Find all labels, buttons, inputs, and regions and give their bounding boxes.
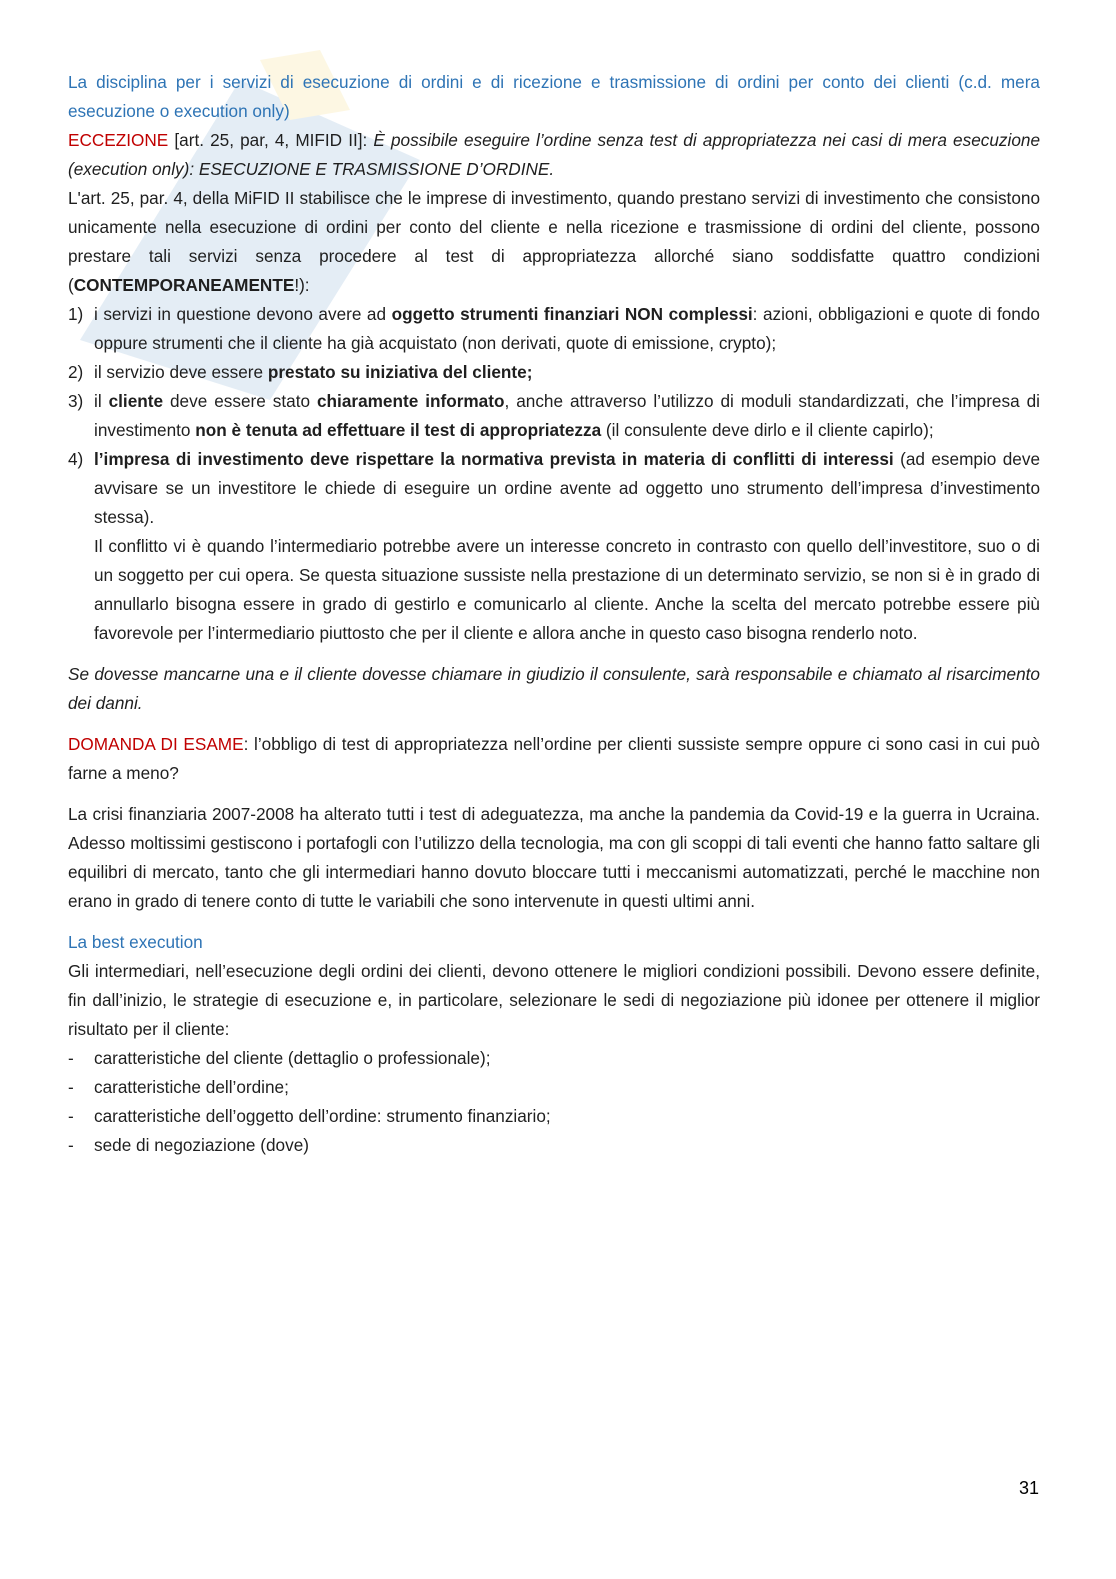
domanda-paragraph bbox=[68, 730, 1040, 788]
dash-marker: - bbox=[68, 1135, 74, 1155]
conditions-list bbox=[68, 300, 1040, 648]
criteria-list bbox=[68, 1044, 1040, 1160]
list-number: 3) bbox=[68, 391, 84, 411]
text: caratteristiche del cliente (dettaglio o professionale); bbox=[94, 1048, 491, 1068]
list-item bbox=[68, 1073, 1040, 1102]
text: caratteristiche dell’ordine; bbox=[94, 1077, 289, 1097]
bold-text: chiaramente informato bbox=[317, 391, 505, 411]
intro-text: L'art. 25, par. 4, della MiFID II stabilisce che le imprese di investimento, quando prestano servizi di investimento che consistono unicamente nella esecuzione di ordini per conto del cliente e nella ricezione e trasmissione di ordini del cliente, possono prestare tali servizi senza procedere al test di appropriatezza allorché siano soddisfatte quattro condizioni ( bbox=[68, 188, 1040, 295]
list-item bbox=[68, 300, 1040, 358]
text: il servizio deve essere bbox=[94, 362, 268, 382]
italic-note: Se dovesse mancarne una e il cliente dovesse chiamare in giudizio il consulente, sarà responsabile e chiamato al risarcimento dei danni. bbox=[68, 664, 1040, 713]
list-item bbox=[68, 445, 1040, 648]
list-number: 1) bbox=[68, 304, 84, 324]
intro-end: !): bbox=[294, 275, 310, 295]
domanda-label: DOMANDA DI ESAME bbox=[68, 734, 244, 754]
dash-marker: - bbox=[68, 1106, 74, 1126]
text: (il consulente deve dirlo e il cliente capirlo); bbox=[601, 420, 934, 440]
text: , anche attraverso l’utilizzo di moduli standardizzati, che l’impresa di investimento bbox=[94, 391, 1040, 440]
eccezione-ref: [art. 25, par, 4, MIFID II]: bbox=[168, 130, 374, 150]
dash-marker: - bbox=[68, 1077, 74, 1097]
bold-text: non è tenuta ad effettuare il test di appropriatezza bbox=[195, 420, 602, 440]
text: il bbox=[94, 391, 109, 411]
bold-text: l’impresa di investimento deve rispettare la normativa prevista in materia di conflitti di interessi bbox=[94, 449, 894, 469]
list-number: 2) bbox=[68, 362, 84, 382]
page-number: 31 bbox=[1019, 1478, 1040, 1498]
section-heading-execution-only: La disciplina per i servizi di esecuzione di ordini e di ricezione e trasmissione di ordini per conto dei clienti (c.d. mera esecuzione o execution only) bbox=[68, 72, 1040, 121]
eccezione-text: È possibile eseguire l’ordine senza test di appropriatezza nei casi di mera esecuzione (execution only): ESECUZIONE E TRASMISSIONE D’ORDINE. bbox=[68, 130, 1040, 179]
text: (ad esempio deve avvisare se un investitore le chiede di eseguire un ordine avente ad oggetto uno strumento dell’impresa d’investimento stessa). bbox=[94, 449, 1041, 527]
text: caratteristiche dell’oggetto dell’ordine: strumento finanziario; bbox=[94, 1106, 551, 1126]
list-item bbox=[68, 387, 1040, 445]
text: i servizi in questione devono avere ad bbox=[94, 304, 392, 324]
page-content bbox=[68, 68, 1040, 1160]
intro-bold: CONTEMPORANEAMENTE bbox=[73, 275, 295, 295]
list-item bbox=[68, 1044, 1040, 1073]
text: deve essere stato bbox=[163, 391, 317, 411]
list-number: 4) bbox=[68, 449, 84, 469]
crisi-paragraph: La crisi finanziaria 2007-2008 ha alterato tutti i test di adeguatezza, ma anche la pandemia da Covid-19 e la guerra in Ucraina. Adesso moltissimi gestiscono i portafogli con l’utilizzo della tecnologia, ma con gli scoppi di tali eventi che hanno fatto saltare gli equilibri di mercato, tanto che gli intermediari hanno dovuto bloccare tutti i meccanismi automatizzati, perché le macchine non erano in grado di tenere conto di tutte le variabili che sono intervenute in questi ultimi anni. bbox=[68, 804, 1040, 911]
bold-text: oggetto strumenti finanziari NON complessi bbox=[391, 304, 753, 324]
text: : azioni, obbligazioni e quote di fondo oppure strumenti che il cliente ha già acquistato (non derivati, quote di emissione, crypto); bbox=[94, 304, 1040, 353]
eccezione-label: ECCEZIONE bbox=[68, 130, 169, 150]
domanda-text: : l’obbligo di test di appropriatezza nell’ordine per clienti sussiste sempre oppure ci sono casi in cui può farne a meno? bbox=[68, 734, 1040, 783]
best-execution-paragraph: Gli intermediari, nell’esecuzione degli ordini dei clienti, devono ottenere le migliori condizioni possibili. Devono essere definite, fin dall’inizio, le strategie di esecuzione e, in particolare, selezionare le sedi di negoziazione più idonee per ottenere il miglior risultato per il cliente: bbox=[68, 961, 1040, 1039]
intro-paragraph bbox=[68, 184, 1040, 300]
text: sede di negoziazione (dove) bbox=[94, 1135, 309, 1155]
bold-text: prestato su iniziativa del cliente; bbox=[267, 362, 533, 382]
conflict-paragraph: Il conflitto vi è quando l’intermediario potrebbe avere un interesse concreto in contrasto con quello dell’investitore, suo o di un soggetto per cui opera. Se questa situazione sussiste nella prestazione di un determinato servizio, se non si è in grado di annullarlo bisogna essere in grado di gestirlo e comunicarlo al cliente. Anche la scelta del mercato potrebbe essere più favorevole per l’intermediario piuttosto che per il cliente e allora anche in questo caso bisogna renderlo noto. bbox=[94, 536, 1040, 643]
list-item bbox=[68, 1131, 1040, 1160]
section-heading-best-execution: La best execution bbox=[68, 932, 203, 952]
list-item bbox=[68, 358, 1040, 387]
dash-marker: - bbox=[68, 1048, 74, 1068]
bold-text: cliente bbox=[108, 391, 164, 411]
eccezione-paragraph bbox=[68, 126, 1040, 184]
list-item bbox=[68, 1102, 1040, 1131]
